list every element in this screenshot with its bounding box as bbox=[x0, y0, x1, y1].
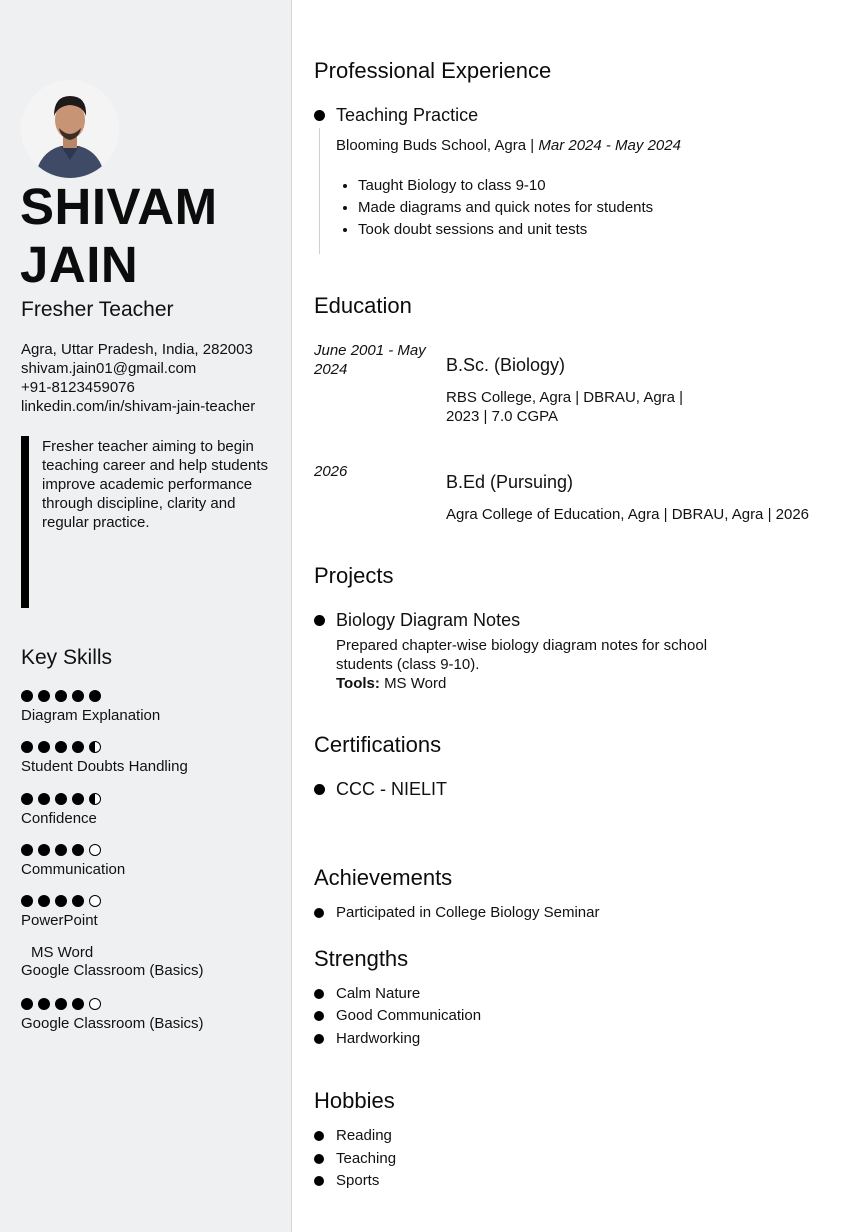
achievement-item: Participated in College Biology Seminar bbox=[336, 904, 600, 921]
list-item: • Made diagrams and quick notes for students bbox=[358, 197, 653, 219]
skill-item bbox=[21, 843, 281, 878]
bullet-icon bbox=[314, 1034, 324, 1044]
name-line-2: JAIN bbox=[20, 236, 139, 293]
skill-name: Communication bbox=[21, 861, 126, 878]
skill-rating bbox=[21, 740, 281, 754]
summary-text: Fresher teacher aiming to begin teaching career and help students improve academic performance through discipline, clarity and regular practice. bbox=[42, 438, 268, 531]
strengths-title: Strengths bbox=[314, 946, 409, 971]
skill-item bbox=[21, 792, 281, 827]
rating-dot-full bbox=[21, 844, 33, 856]
project-tools-label: Tools: bbox=[336, 675, 380, 692]
skill-item bbox=[21, 740, 281, 775]
skill-rating bbox=[21, 689, 281, 703]
rating-dot-full bbox=[38, 690, 50, 702]
experience-dates: Mar 2024 - May 2024 bbox=[538, 137, 681, 154]
job-role: Fresher Teacher bbox=[21, 298, 174, 321]
project-description: Prepared chapter-wise biology diagram notes for school students (class 9-10). bbox=[336, 637, 708, 673]
rating-dot-full bbox=[38, 741, 50, 753]
sidebar bbox=[0, 0, 292, 1232]
skill-name: Google Classroom (Basics) bbox=[21, 962, 204, 979]
education-institution: Agra College of Education, Agra | DBRAU, Agra | 2026 bbox=[446, 506, 810, 523]
rating-dot-full bbox=[38, 793, 50, 805]
rating-dot-full bbox=[55, 998, 67, 1010]
skills-title: Key Skills bbox=[21, 646, 113, 669]
contact-address: Agra, Uttar Pradesh, India, 282003 bbox=[21, 341, 253, 358]
rating-dot-half bbox=[89, 793, 101, 805]
rating-dot-full bbox=[38, 844, 50, 856]
rating-dot-full bbox=[21, 690, 33, 702]
rating-dot-full bbox=[72, 998, 84, 1010]
rating-dot-full bbox=[72, 741, 84, 753]
candidate-name bbox=[20, 178, 218, 294]
experience-role: Teaching Practice bbox=[336, 105, 479, 125]
summary-accent-bar bbox=[21, 436, 29, 608]
skill-sub-name: MS Word bbox=[31, 944, 94, 961]
contact-email[interactable]: shivam.jain01@gmail.com bbox=[21, 360, 197, 377]
strength-item: Good Communication bbox=[336, 1007, 482, 1024]
bullet-icon bbox=[314, 110, 325, 121]
rating-dot-full bbox=[21, 895, 33, 907]
certifications-title: Certifications bbox=[314, 732, 442, 757]
skill-rating bbox=[21, 894, 281, 908]
project-tools bbox=[336, 675, 446, 692]
rating-dot-empty bbox=[89, 844, 101, 856]
education-dates: June 2001 - May 2024 bbox=[314, 342, 426, 378]
skill-name: Diagram Explanation bbox=[21, 707, 161, 724]
strength-item: Hardworking bbox=[336, 1030, 421, 1047]
project-name: Biology Diagram Notes bbox=[336, 610, 521, 630]
experience-place-dates bbox=[336, 137, 681, 154]
list-item: • Took doubt sessions and unit tests bbox=[358, 219, 653, 241]
education-title: Education bbox=[314, 293, 412, 318]
certification-item: CCC - NIELIT bbox=[336, 779, 448, 799]
skill-name: Student Doubts Handling bbox=[21, 758, 188, 775]
bullet-icon bbox=[314, 908, 324, 918]
rating-dot-empty bbox=[89, 895, 101, 907]
bullet-icon bbox=[314, 989, 324, 999]
hobbies-title: Hobbies bbox=[314, 1088, 395, 1113]
bullet-icon bbox=[314, 1131, 324, 1141]
education-degree: B.Sc. (Biology) bbox=[446, 355, 566, 375]
rating-dot-full bbox=[55, 895, 67, 907]
rating-dot-full bbox=[72, 793, 84, 805]
skill-rating bbox=[21, 843, 281, 857]
experience-title: Professional Experience bbox=[314, 58, 552, 83]
education-dates: 2026 bbox=[314, 463, 348, 480]
rating-dot-full bbox=[55, 690, 67, 702]
experience-bullets bbox=[340, 175, 653, 241]
experience-place: Blooming Buds School, Agra | bbox=[336, 137, 535, 154]
skill-item bbox=[21, 997, 281, 1032]
skill-rating bbox=[21, 792, 281, 806]
project-tools-value: MS Word bbox=[384, 675, 447, 692]
skill-name: Google Classroom (Basics) bbox=[21, 1015, 204, 1032]
bullet-icon bbox=[314, 1176, 324, 1186]
bullet-icon bbox=[314, 1154, 324, 1164]
hobby-item: Sports bbox=[336, 1172, 380, 1189]
name-line-1: SHIVAM bbox=[20, 178, 218, 235]
skill-name: Confidence bbox=[21, 810, 97, 827]
rating-dot-full bbox=[55, 793, 67, 805]
skill-name: PowerPoint bbox=[21, 912, 98, 929]
education-institution: RBS College, Agra | DBRAU, Agra | 2023 | 7.0 CGPA bbox=[446, 389, 684, 425]
bullet-icon bbox=[314, 784, 325, 795]
hobby-item: Reading bbox=[336, 1127, 392, 1144]
rating-dot-full bbox=[55, 741, 67, 753]
bullet-icon bbox=[314, 615, 325, 626]
strength-item: Calm Nature bbox=[336, 985, 421, 1002]
rating-dot-full bbox=[38, 998, 50, 1010]
main-content bbox=[292, 0, 864, 1232]
contact-phone[interactable]: +91-8123459076 bbox=[21, 379, 135, 396]
rating-dot-full bbox=[72, 690, 84, 702]
rating-dot-full bbox=[38, 895, 50, 907]
skill-item bbox=[21, 894, 281, 929]
education-degree: B.Ed (Pursuing) bbox=[446, 472, 574, 492]
bullet-icon bbox=[314, 1011, 324, 1021]
achievements-title: Achievements bbox=[314, 865, 453, 890]
skill-item bbox=[21, 944, 281, 979]
avatar bbox=[21, 80, 119, 178]
rating-dot-full bbox=[89, 690, 101, 702]
rating-dot-full bbox=[21, 741, 33, 753]
hobby-item: Teaching bbox=[336, 1150, 397, 1167]
skill-item bbox=[21, 689, 281, 724]
rating-dot-full bbox=[55, 844, 67, 856]
contact-info bbox=[21, 340, 255, 416]
timeline-line bbox=[319, 128, 320, 254]
rating-dot-empty bbox=[89, 998, 101, 1010]
contact-linkedin[interactable]: linkedin.com/in/shivam-jain-teacher bbox=[21, 398, 256, 415]
rating-dot-full bbox=[21, 793, 33, 805]
rating-dot-full bbox=[72, 844, 84, 856]
skill-rating bbox=[21, 997, 281, 1011]
rating-dot-full bbox=[21, 998, 33, 1010]
rating-dot-full bbox=[72, 895, 84, 907]
projects-title: Projects bbox=[314, 563, 394, 588]
list-item: • Taught Biology to class 9-10 bbox=[358, 175, 653, 197]
rating-dot-half bbox=[89, 741, 101, 753]
